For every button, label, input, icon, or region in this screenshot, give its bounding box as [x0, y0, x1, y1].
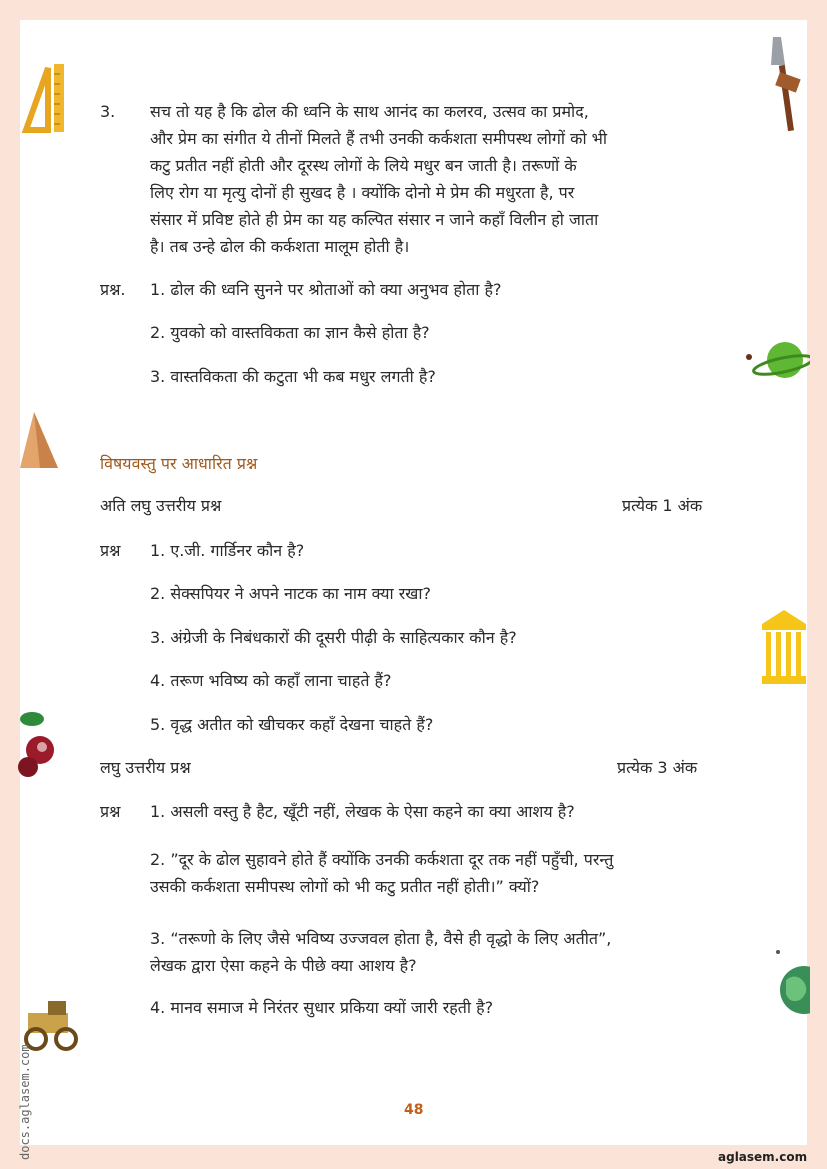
short-title: लघु उत्तरीय प्रश्न: [100, 758, 191, 777]
passage-line: और प्रेम का संगीत ये तीनों मिलते हैं तभी उनकी कर्कशता समीपस्थ लोगों को भी: [150, 129, 608, 148]
very-short-question: 1. ए.जी. गार्डिनर कौन है?: [150, 541, 305, 560]
pyramid-icon: [18, 410, 60, 470]
short-marks: प्रत्येक 3 अंक: [617, 758, 698, 777]
section-heading: विषयवस्तु पर आधारित प्रश्न: [100, 454, 258, 473]
short-question-line: 3. “तरूणो के लिए जैसे भविष्य उज्जवल होता है, वैसे ही वृद्धो के लिए अतीत”,: [150, 929, 612, 948]
question-label: प्रश्न: [100, 541, 121, 560]
passage-line: लिए रोग या मृत्यु दोनों ही सुखद है । क्योंकि दोनो मे प्रेम की मधुरता है, पर: [150, 183, 575, 202]
very-short-question: 5. वृद्ध अतीत को खीचकर कहाँ देखना चाहते हैं?: [150, 715, 434, 734]
very-short-title: अति लघु उत्तरीय प्रश्न: [100, 496, 222, 515]
short-question: [150, 846, 728, 900]
greek-temple-icon: [760, 608, 808, 688]
very-short-question: 3. अंग्रेजी के निबंधकारों की दूसरी पीढ़ी के साहित्यकार कौन है?: [150, 628, 517, 647]
passage-number: 3.: [100, 102, 116, 121]
question-label: प्रश्न.: [100, 280, 126, 299]
passage-line: संसार में प्रविष्ट होते ही प्रेम का यह कल्पित संसार न जाने कहाँ विलीन हो जाता: [150, 210, 599, 229]
short-question-line: 2. ”दूर के ढोल सुहावने होते हैं क्योंकि उनकी कर्कशता दूर तक नहीं पहुँची, परन्तु: [150, 850, 614, 869]
very-short-question: 4. तरूण भविष्य को कहाँ लाना चाहते हैं?: [150, 671, 392, 690]
ruler-triangle-icon: [18, 60, 68, 135]
short-question-line: उसकी कर्कशता समीपस्थ लोगों को भी कटु प्रतीत नहीं होती।” क्यों?: [150, 877, 540, 896]
passage-line: सच तो यह है कि ढोल की ध्वनि के साथ आनंद का कलरव, उत्सव का प्रमोद,: [150, 102, 589, 121]
very-short-question: 2. सेक्सपियर ने अपने नाटक का नाम क्या रखा?: [150, 584, 431, 603]
passage-question: 2. युवको को वास्तविकता का ज्ञान कैसे होता है?: [150, 323, 430, 342]
short-question: 1. असली वस्तु है हैट, खूँटी नहीं, लेखक के ऐसा कहने का क्या आशय है?: [150, 802, 575, 821]
passage-question: 3. वास्तविकता की कटुता भी कब मधुर लगती है?: [150, 367, 436, 386]
page-number: 48: [404, 1102, 424, 1118]
globe-icon: [776, 950, 810, 1020]
short-question-line: लेखक द्वारा ऐसा कहने के पीछे क्या आशय है?: [150, 956, 417, 975]
short-question: [150, 925, 728, 979]
question-label: प्रश्न: [100, 802, 121, 821]
very-short-marks: प्रत्येक 1 अंक: [622, 496, 703, 515]
planet-icon: [745, 335, 810, 385]
fruit-icon: [18, 705, 58, 780]
stone-spear-icon: [765, 35, 810, 135]
passage-text: [150, 98, 728, 260]
short-question: 4. मानव समाज मे निरंतर सुधार प्रकिया क्यों जारी रहती है?: [150, 998, 494, 1017]
passage-question: 1. ढोल की ध्वनि सुनने पर श्रोताओं को क्या अनुभव होता है?: [150, 280, 502, 299]
passage-line: है। तब उन्हे ढोल की कर्कशता मालूम होती है।: [150, 237, 410, 256]
side-watermark: docs.aglasem.com: [18, 1044, 32, 1160]
passage-line: कटु प्रतीत नहीं होती और दूरस्थ लोगों के लिये मधुर बन जाती है। तरूणों के: [150, 156, 577, 175]
footer-site: aglasem.com: [718, 1150, 808, 1164]
